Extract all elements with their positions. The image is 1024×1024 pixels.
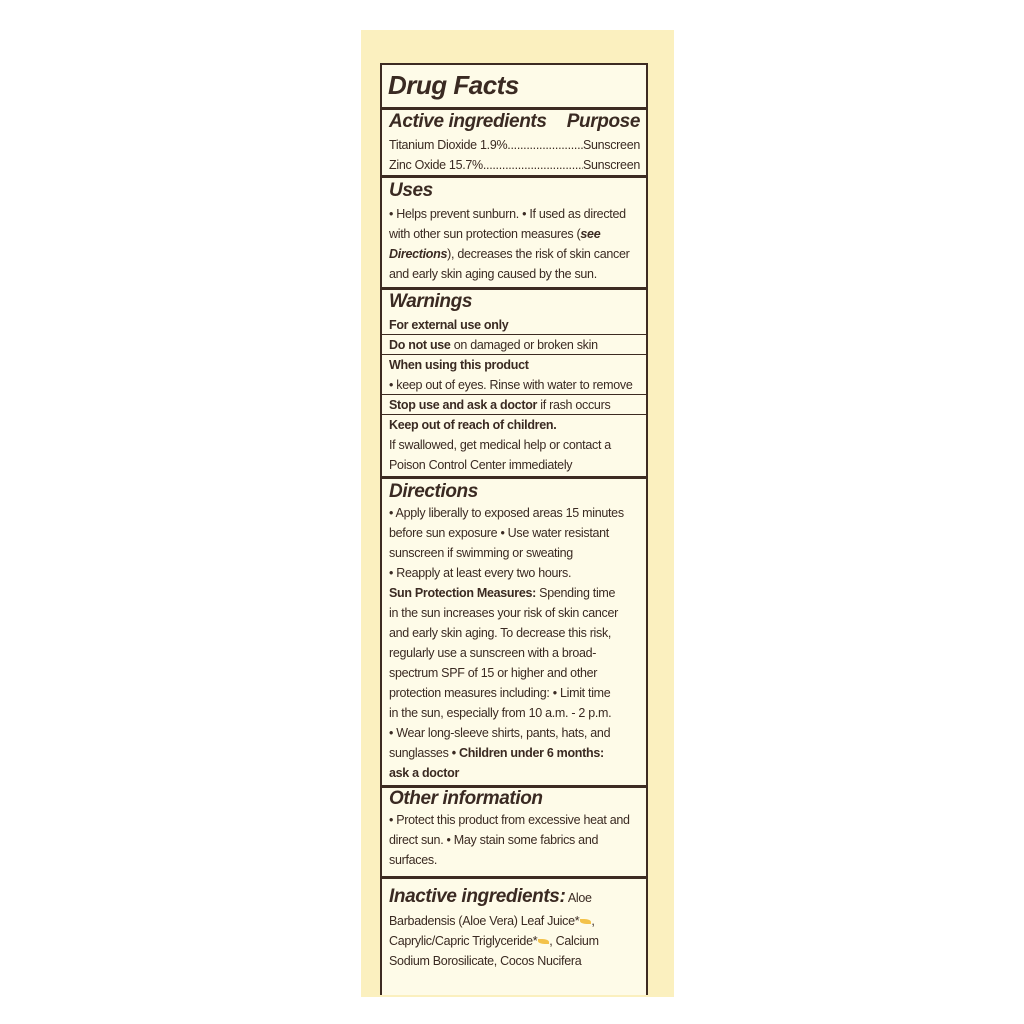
divider	[382, 175, 646, 178]
leader-dots	[483, 156, 583, 174]
other-info-line: • Protect this product from excessive heat and	[389, 813, 630, 827]
active-ingredients-heading: Active ingredients	[389, 111, 547, 132]
directions-line: sunscreen if swimming or sweating	[389, 546, 573, 560]
sun-protection-line: regularly use a sunscreen with a broad-	[389, 646, 597, 660]
external-use-text: For external use only	[389, 318, 509, 332]
children-warning: ask a doctor	[389, 766, 460, 780]
directions-line: • Reapply at least every two hours.	[389, 566, 572, 580]
do-not-use-text: Do not use on damaged or broken skin	[389, 338, 598, 352]
uses-heading: Uses	[389, 180, 433, 201]
swallowed-text: If swallowed, get medical help or contact a	[389, 438, 611, 452]
divider	[382, 476, 646, 479]
keep-out-text: Keep out of reach of children.	[389, 418, 557, 432]
stop-use-text: Stop use and ask a doctor if rash occurs	[389, 398, 611, 412]
inactive-line: Sodium Borosilicate, Cocos Nucifera	[389, 954, 582, 968]
purpose-heading: Purpose	[566, 111, 640, 132]
leaf-icon	[538, 939, 549, 944]
sun-protection-line: • Wear long-sleeve shirts, pants, hats, and	[389, 726, 611, 740]
leaf-icon	[580, 919, 591, 924]
inactive-line: Caprylic/Capric Triglyceride* , Calcium	[389, 934, 599, 948]
drug-facts-title: Drug Facts	[388, 70, 519, 100]
sun-protection-line: sunglasses • Children under 6 months:	[389, 746, 604, 760]
ingredient-row	[389, 136, 640, 154]
ingredient-name: Zinc Oxide 15.7%	[389, 158, 483, 172]
uses-line: with other sun protection measures (see	[389, 227, 601, 241]
uses-line: and early skin aging caused by the sun.	[389, 267, 597, 281]
directions-heading: Directions	[389, 481, 478, 502]
other-information-heading: Other information	[389, 788, 543, 809]
when-using-text: • keep out of eyes. Rinse with water to remove	[389, 378, 633, 392]
leader-dots	[507, 136, 583, 154]
sun-protection-line: in the sun, especially from 10 a.m. - 2 p.m.	[389, 706, 612, 720]
divider	[382, 876, 646, 879]
sun-protection-line: protection measures including: • Limit time	[389, 686, 611, 700]
ingredient-name: Titanium Dioxide 1.9%	[389, 138, 508, 152]
sun-protection-line: in the sun increases your risk of skin cancer	[389, 606, 618, 620]
when-using-heading: When using this product	[389, 358, 529, 372]
inactive-line: Barbadensis (Aloe Vera) Leaf Juice* ,	[389, 914, 595, 928]
sun-protection-line: Sun Protection Measures: Spending time	[389, 586, 616, 600]
other-info-line: direct sun. • May stain some fabrics and	[389, 833, 599, 847]
other-info-line: surfaces.	[389, 853, 438, 867]
ingredient-row	[389, 156, 640, 174]
drug-facts-panel	[380, 63, 648, 995]
uses-line: Directions), decreases the risk of skin cancer	[389, 247, 630, 261]
inactive-line: Inactive ingredients: Aloe	[389, 886, 592, 907]
swallowed-text: Poison Control Center immediately	[389, 458, 573, 472]
inactive-ingredients-heading: Inactive ingredients:	[389, 886, 566, 907]
sun-protection-line: spectrum SPF of 15 or higher and other	[389, 666, 598, 680]
ingredient-purpose: Sunscreen	[582, 138, 640, 152]
warnings-heading: Warnings	[389, 291, 473, 312]
directions-line: • Apply liberally to exposed areas 15 minutes	[389, 506, 624, 520]
directions-line: before sun exposure • Use water resistant	[389, 526, 609, 540]
uses-line: • Helps prevent sunburn. • If used as directed	[389, 207, 626, 221]
sun-protection-line: and early skin aging. To decrease this risk,	[389, 626, 612, 640]
ingredient-purpose: Sunscreen	[582, 158, 640, 172]
